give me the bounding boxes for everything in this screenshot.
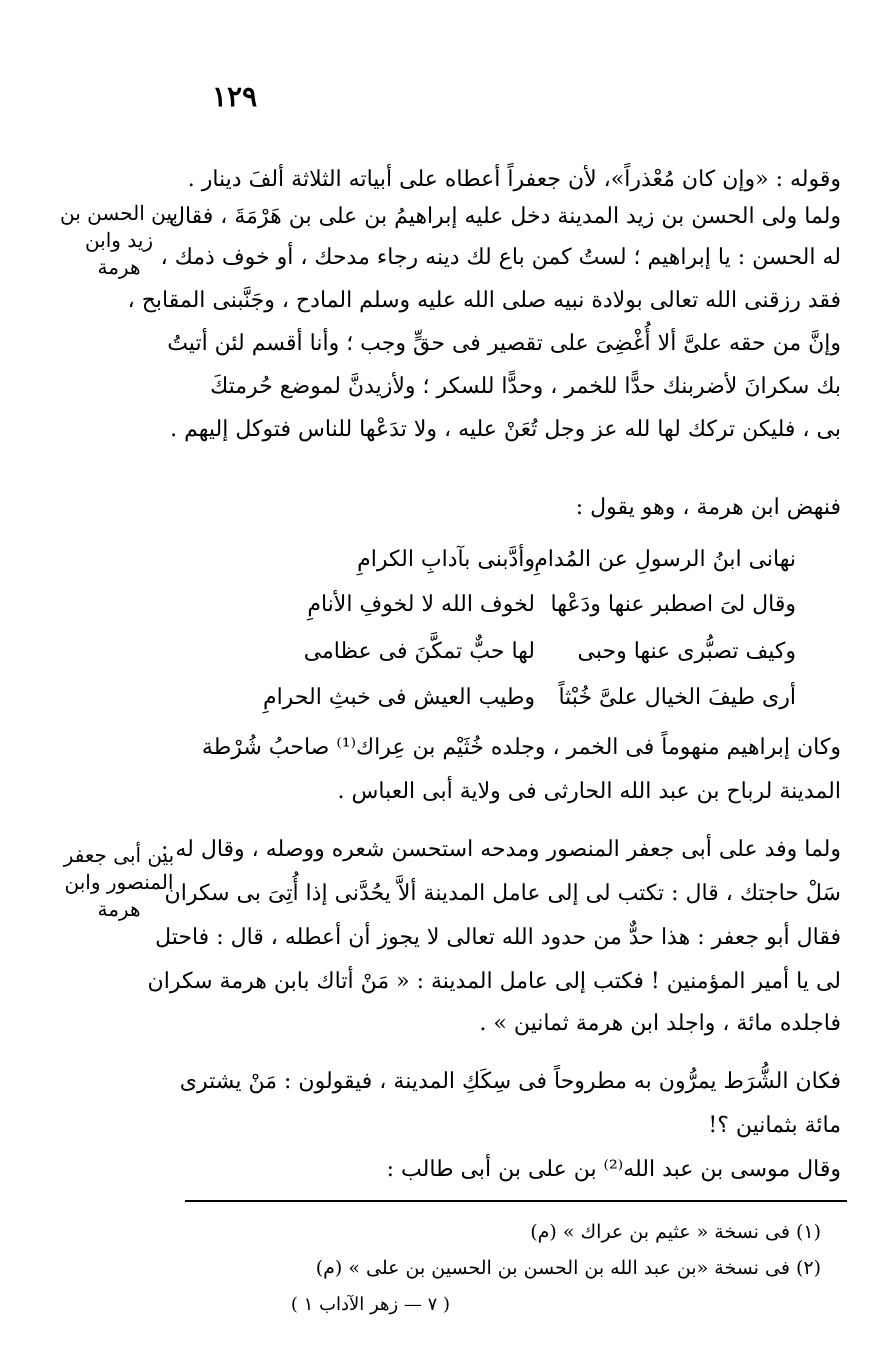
margin-note-line: هرمة [97,255,141,279]
text-line: وكان إبراهيم منهوماً فى الخمر ، وجلده خُثَيْم بن عِراك⁽¹⁾ صاحبُ شُرْطة [201,735,841,760]
margin-note [55,842,183,923]
margin-note-line: بين الحسن بن [60,201,178,225]
text-line: فاجلده مائة ، واجلد ابن هرمة ثمانين » . [479,1011,841,1036]
margin-note-line: هرمة [97,897,141,921]
text-line: بى ، فليكن تركك لها لله عز وجل تُعَنْ عليه ، ولا تدَعْها للناس فتوكل إليهم . [170,417,841,442]
verse-second-hemistich: وطيب العيش فى خبثِ الحرامِ [262,685,535,710]
text-line: وقال موسى بن عبد الله⁽²⁾ بن على بن أبى طالب : [386,1157,841,1182]
verse-second-hemistich: لها حبٌّ تمكَّنَ فى عظامى [303,639,535,664]
text-line: بك سكرانَ لأضربنك حدًّا للخمر ، وحدًّا للسكر ؛ ولأزيدنَّ لموضع حُرمتكَ [210,374,841,399]
verse-second-hemistich: وأدَّبنى بآدابِ الكرامِ [357,547,535,572]
footnote: (١) فى نسخة « عثيم بن عراك » (م) [530,1221,821,1243]
text-line: مائة بثمانين ؟! [708,1113,841,1138]
text-line: سَلْ حاجتك ، قال : تكتب لى إلى عامل المدينة ألاَّ يحُدَّنى إذا أُتِىَ بى سكران [164,881,841,906]
verse-first-hemistich: وقال لىَ اصطبر عنها ودَعْها [550,592,796,617]
text-line: فقال أبو جعفر : هذا حدٌّ من حدود الله تعالى لا يجوز أن أعطله ، قال : فاحتل [155,925,841,950]
text-line: فكان الشُّرَط يمرُّون به مطروحاً فى سِكَكِ المدينة ، فيقولون : مَنْ يشترى [179,1069,841,1094]
text-line: ولما ولى الحسن بن زيد المدينة دخل عليه إبراهيمُ بن على بن هَرْمَةَ ، فقال [168,204,841,229]
verse-first-hemistich: نهانى ابنُ الرسولِ عن المُدامِ [534,547,796,572]
printer-signature: ( ٧ — زهر الآداب ١ ) [290,1294,450,1315]
text-line: وإنَّ من حقه علىَّ ألا أُغْضِىَ على تقصير فى حقٍّ وجب ؛ وأنا أقسم لئن أتيتُ [167,331,841,356]
margin-note [55,200,183,281]
footnote: (٢) فى نسخة «بن عبد الله بن الحسن بن الحسين بن على » (م) [315,1257,821,1279]
verse-second-hemistich: لخوف الله لا لخوفِ الأنامِ [307,592,535,617]
text-line: فنهض ابن هرمة ، وهو يقول : [575,495,841,520]
margin-note-line: المنصور وابن [64,870,174,894]
verse-first-hemistich: أرى طيفَ الخيال علىَّ خُبْثاً [558,685,796,710]
page-number: ١٢٩ [212,80,258,113]
verse-first-hemistich: وكيف تصبُّرى عنها وحبى [577,639,796,664]
footnote-divider [185,1200,847,1202]
text-line: له الحسن : يا إبراهيم ؛ لستُ كمن باع لك دينه رجاء مدحك ، أو خوف ذمك ، [160,245,841,270]
text-line: المدينة لرباح بن عبد الله الحارثى فى ولاية أبى العباس . [337,779,841,804]
text-line: لى يا أمير المؤمنين ! فكتب إلى عامل المدينة : « مَنْ أتاك بابن هرمة سكران [147,969,841,994]
text-line: فقد رزقنى الله تعالى بولادة نبيه صلى الله عليه وسلم المادح ، وجَنَّبنى المقابح ، [127,288,841,313]
margin-note-line: بين أبى جعفر [63,843,175,867]
text-line: ولما وفد على أبى جعفر المنصور ومدحه استحسن شعره ووصله ، وقال له : [160,837,841,862]
margin-note-line: زيد وابن [84,228,154,252]
text-line: وقوله : «وإن كان مُعْذراً»، لأن جعفراً أعطاه على أبياته الثلاثة ألفَ دينار . [187,167,841,192]
